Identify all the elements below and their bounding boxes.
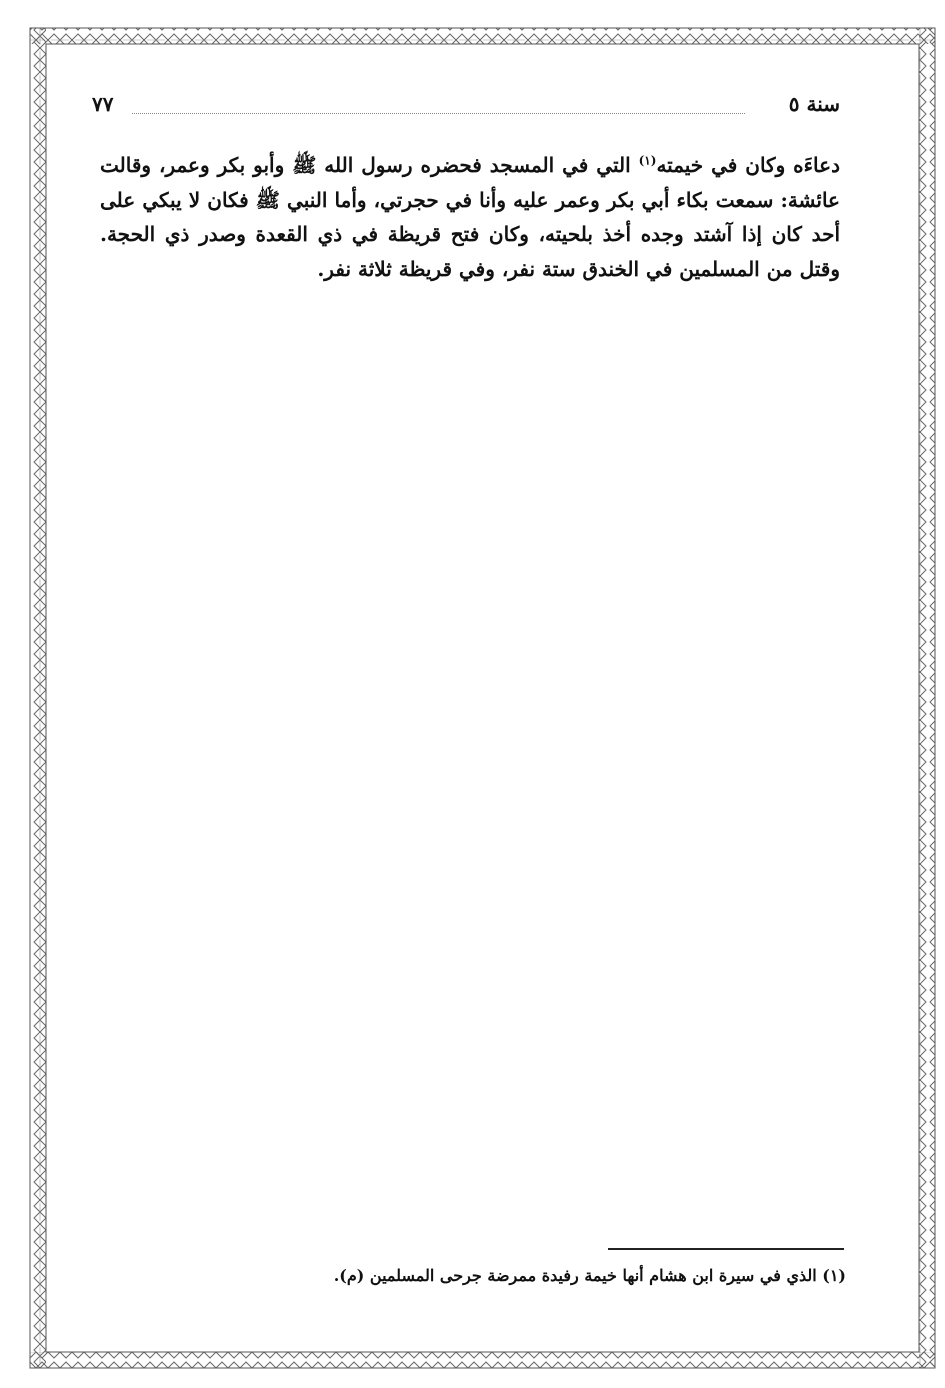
footnote-separator [608,1248,844,1250]
page-header [92,92,840,122]
paragraph-text [100,148,840,286]
footnote-reference: (١) [638,153,657,168]
text-part-1: دعاءَه وكان في خيمته [656,153,840,177]
page-number: ٧٧ [92,92,114,116]
header-dotted-leader [132,113,745,114]
footnote: (١) الذي في سيرة ابن هشام أنها خيمة رفيدة ممرضة جرحى المسلمين (م). [333,1266,846,1285]
main-paragraph [100,148,840,286]
running-title: سنة ٥ [788,92,840,116]
text-part-2: التي في المسجد فحضره رسول الله ﷺ وأبو بكر وعمر، وقالت عائشة: سمعت بكاء أبي بكر وعمر عليه وأنا في حجرتي، وأما النبي ﷺ فكان لا يبكي على أحد كان إذا آشتد وجده أخذ بلحيته، وكان فتح قريظة في ذي القعدة وصدر ذي الحجة. وقتل من المسلمين في الخندق ستة نفر، وفي قريظة ثلاثة نفر. [100,153,840,281]
